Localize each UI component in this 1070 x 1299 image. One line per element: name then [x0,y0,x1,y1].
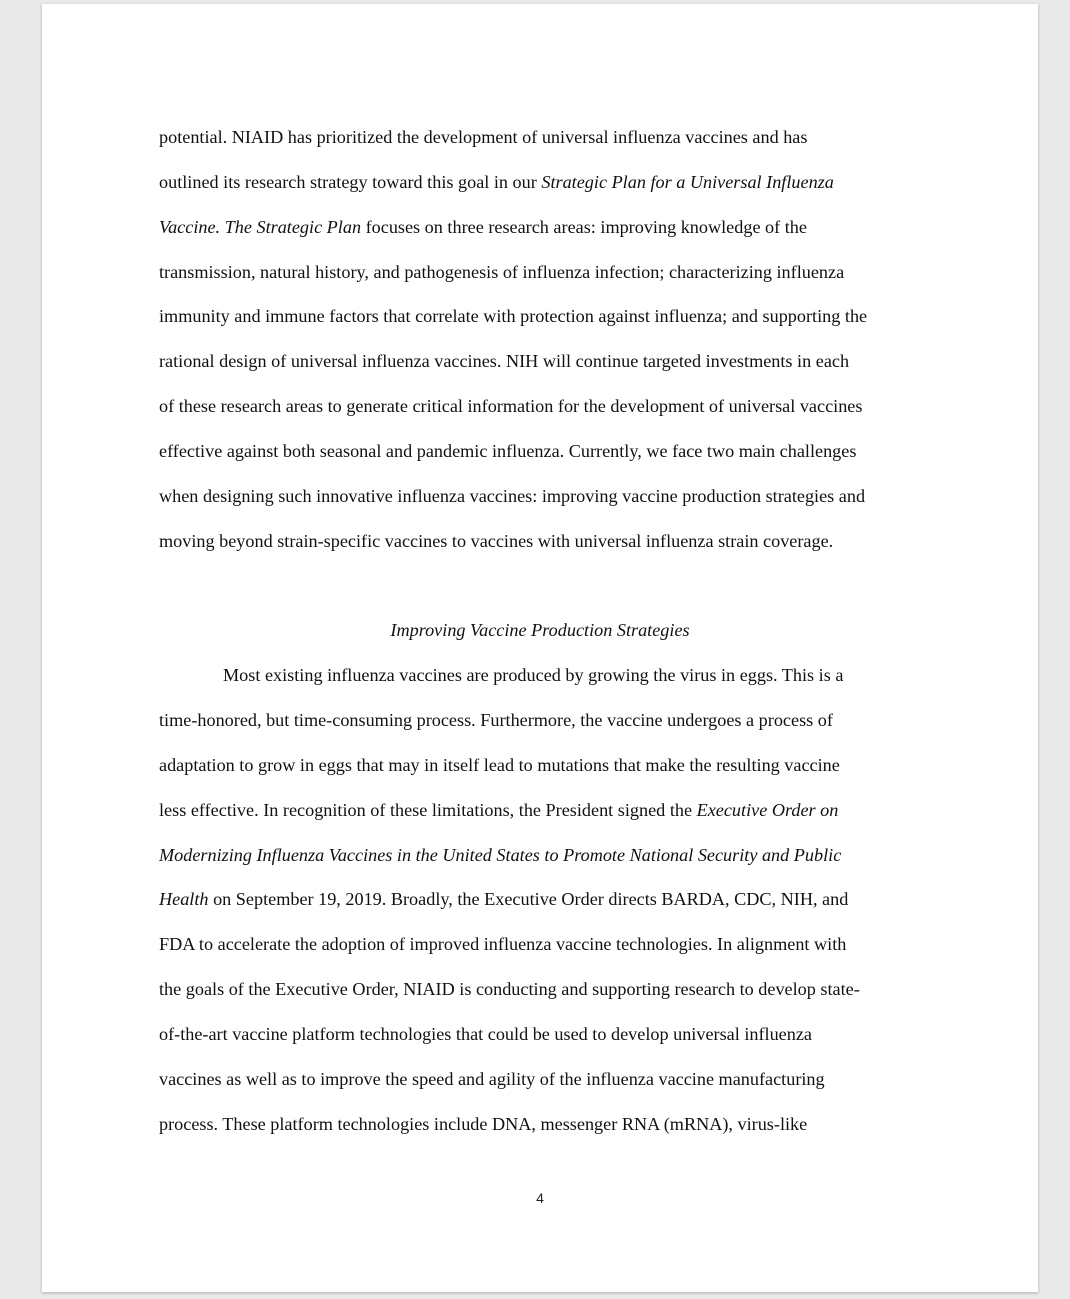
text-run: potential. NIAID has prioritized the development of universal influenza vaccines and has [159,127,808,147]
paragraph-spacer [159,569,929,614]
text-line [159,1018,929,1063]
text-line [159,435,929,480]
text-run: adaptation to grow in eggs that may in itself lead to mutations that make the resulting vaccine [159,754,840,775]
text-run: moving beyond strain-specific vaccines to vaccines with universal influenza strain coverage. [159,530,834,551]
text-run: rational design of universal influenza vaccines. NIH will continue targeted investments in each [159,351,850,372]
text-run: when designing such innovative influenza vaccines: improving vaccine production strategies and [159,485,866,506]
text-run: Most existing influenza vaccines are produced by growing the virus in eggs. This is a [223,665,844,686]
text-line [159,749,929,794]
text-line [159,480,929,525]
italic-title-run: Health [159,889,209,910]
italic-title-run: Executive Order on [696,799,839,820]
text-run: of-the-art vaccine platform technologies that could be used to develop universal influenza [159,1023,812,1044]
text-line [159,928,929,973]
text-run: immunity and immune factors that correlate with protection against influenza; and supporting the [159,306,868,327]
text-run: the goals of the Executive Order, NIAID is conducting and supporting research to develop state- [159,979,860,1000]
italic-title-run: Strategic Plan for a Universal Influenza [541,171,834,192]
text-run: effective against both seasonal and pandemic influenza. Currently, we face two main challenges [159,440,857,461]
italic-title-run: Modernizing Influenza Vaccines in the United States to Promote National Security and Public [159,844,842,865]
text-line [159,211,929,256]
text-run: FDA to accelerate the adoption of improved influenza vaccine technologies. In alignment with [159,934,847,955]
text-line [159,121,929,166]
text-line [159,973,929,1018]
text-line [159,256,929,301]
italic-title-run: Vaccine. The Strategic Plan [159,216,362,237]
text-line [159,345,929,390]
text-line [159,794,929,839]
section-heading: Improving Vaccine Production Strategies [390,620,690,641]
text-line [159,1063,929,1108]
text-run: vaccines as well as to improve the speed and agility of the influenza vaccine manufacturing [159,1068,825,1089]
text-line [159,839,929,884]
text-run: outlined its research strategy toward this goal in our [159,171,542,192]
paragraph-universal-vaccines [159,121,929,569]
text-run: less effective. In recognition of these limitations, the President signed the [159,799,697,820]
text-run: transmission, natural history, and pathogenesis of influenza infection; characterizing influenza [159,261,845,282]
document-page [42,4,1038,1292]
text-run: process. These platform technologies include DNA, messenger RNA (mRNA), virus-like [159,1113,808,1134]
text-run: on September 19, 2019. Broadly, the Executive Order directs BARDA, CDC, NIH, and [208,889,849,910]
text-run: focuses on three research areas: improving knowledge of the [361,216,807,237]
text-line [159,166,929,211]
page-body [159,121,929,1152]
text-line [159,525,929,570]
text-line [159,390,929,435]
text-line [159,659,929,704]
text-line [159,1108,929,1153]
text-run: of these research areas to generate critical information for the development of universal vaccines [159,396,863,417]
text-run: time-honored, but time-consuming process. Furthermore, the vaccine undergoes a process of [159,709,833,730]
paragraph-production-strategies [159,659,929,1152]
text-line [159,883,929,928]
text-line [159,704,929,749]
page-number: 4 [536,1190,544,1206]
text-line [159,300,929,345]
